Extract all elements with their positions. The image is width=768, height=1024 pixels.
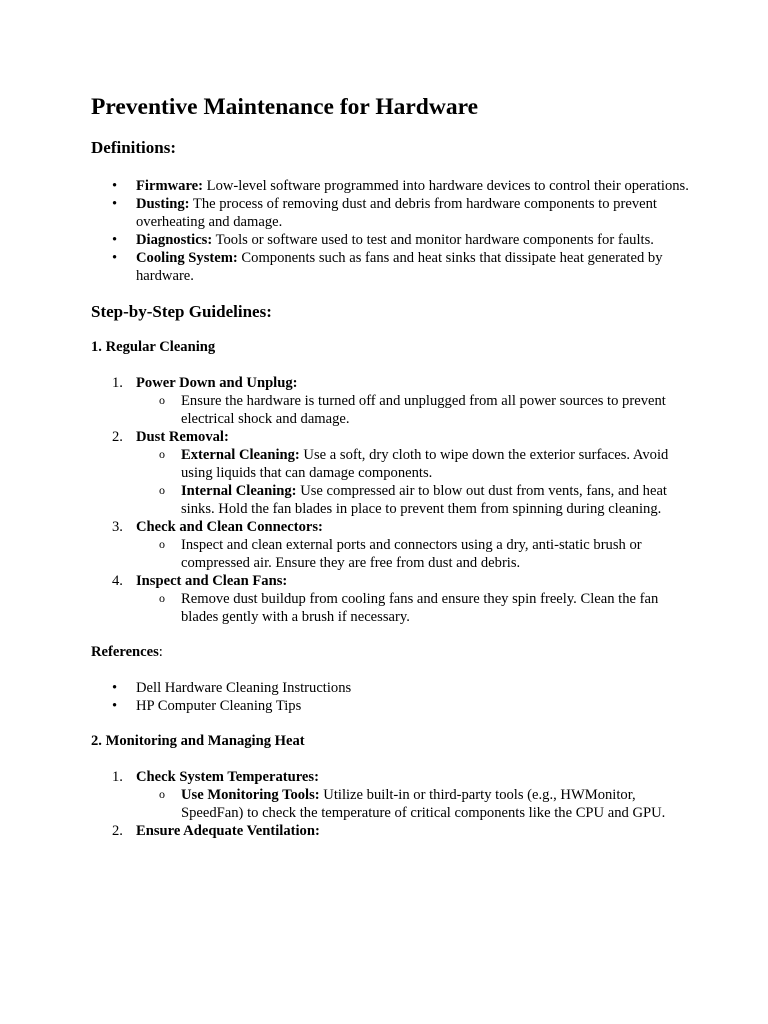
- references-label: References: [91, 644, 159, 660]
- sub-item: [136, 482, 691, 518]
- step-number: 4.: [112, 573, 123, 589]
- circle-bullet-icon: o: [159, 483, 165, 497]
- step-item: [91, 768, 691, 822]
- step-title: Check System Temperatures:: [136, 769, 319, 785]
- step-number: 2.: [112, 823, 123, 839]
- bullet-icon: •: [112, 196, 118, 212]
- bullet-icon: •: [112, 250, 118, 266]
- definition-text: Components such as fans and heat sinks that dissipate heat generated by hardware.: [136, 250, 663, 284]
- step-number: 2.: [112, 429, 123, 445]
- bullet-icon: •: [112, 680, 118, 696]
- sub-text: Inspect and clean external ports and connectors using a dry, anti-static brush or compressed air. Ensure they are free from dust and debris.: [181, 537, 642, 571]
- sub-item: [136, 446, 691, 482]
- monitoring-heat-steps: [91, 768, 691, 840]
- reference-item: [91, 679, 691, 697]
- step-number: 3.: [112, 519, 123, 535]
- step-item: [91, 822, 691, 840]
- circle-bullet-icon: o: [159, 447, 165, 461]
- references-heading: [91, 643, 691, 661]
- definition-item: [91, 231, 691, 249]
- sub-text: Use a soft, dry cloth to wipe down the exterior surfaces. Avoid using liquids that can damage components.: [181, 447, 669, 481]
- sub-list: [136, 590, 691, 626]
- circle-bullet-icon: o: [159, 393, 165, 407]
- definitions-list: [91, 177, 691, 285]
- step-item: [91, 572, 691, 626]
- references-list: [91, 679, 691, 715]
- page-title: Preventive Maintenance for Hardware: [91, 94, 479, 120]
- sub-list: [136, 392, 691, 428]
- definitions-heading: Definitions:: [91, 138, 176, 157]
- circle-bullet-icon: o: [159, 537, 165, 551]
- sub-list: [136, 786, 691, 822]
- step-item: [91, 374, 691, 428]
- definition-text: Tools or software used to test and monitor hardware components for faults.: [212, 232, 654, 248]
- definition-term: Diagnostics:: [136, 232, 213, 248]
- circle-bullet-icon: o: [159, 787, 165, 801]
- step-title: Inspect and Clean Fans:: [136, 573, 288, 589]
- bullet-icon: •: [112, 698, 118, 714]
- reference-text: Dell Hardware Cleaning Instructions: [136, 680, 352, 696]
- sub-item: [136, 536, 691, 572]
- sub-text: Use compressed air to blow out dust from vents, fans, and heat sinks. Hold the fan blades in place to prevent them from spinning during cleaning.: [181, 483, 667, 517]
- references-colon: :: [158, 644, 163, 660]
- sub-text: Ensure the hardware is turned off and unplugged from all power sources to prevent electrical shock and damage.: [181, 393, 666, 427]
- step-item: [91, 518, 691, 572]
- step-number: 1.: [112, 769, 123, 785]
- bullet-icon: •: [112, 178, 118, 194]
- definition-text: The process of removing dust and debris from hardware components to prevent overheating and damage.: [136, 196, 657, 230]
- definition-text: Low-level software programmed into hardware devices to control their operations.: [203, 178, 689, 194]
- sub-item: [136, 392, 691, 428]
- step-title: Check and Clean Connectors:: [136, 519, 323, 535]
- definition-term: Cooling System:: [136, 250, 238, 266]
- document-page: [91, 93, 691, 840]
- bullet-icon: •: [112, 232, 118, 248]
- regular-cleaning-steps: [91, 374, 691, 626]
- definition-item: [91, 177, 691, 195]
- section-heading-monitoring-heat: 2. Monitoring and Managing Heat: [91, 733, 305, 749]
- reference-text: HP Computer Cleaning Tips: [136, 698, 302, 714]
- section-heading-regular-cleaning: 1. Regular Cleaning: [91, 339, 216, 355]
- sub-list: [136, 446, 691, 518]
- definition-item: [91, 195, 691, 231]
- step-item: [91, 428, 691, 518]
- step-title: Power Down and Unplug:: [136, 375, 298, 391]
- sub-text: Remove dust buildup from cooling fans and ensure they spin freely. Clean the fan blades gently with a brush if necessary.: [181, 591, 659, 625]
- circle-bullet-icon: o: [159, 591, 165, 605]
- step-title: Dust Removal:: [136, 429, 229, 445]
- reference-item: [91, 697, 691, 715]
- definition-item: [91, 249, 691, 285]
- sub-term: Use Monitoring Tools:: [181, 787, 320, 803]
- step-number: 1.: [112, 375, 123, 391]
- sub-term: External Cleaning:: [181, 447, 300, 463]
- sub-item: [136, 590, 691, 626]
- definition-term: Firmware:: [136, 178, 203, 194]
- step-title: Ensure Adequate Ventilation:: [136, 823, 320, 839]
- sub-text: Utilize built-in or third-party tools (e.g., HWMonitor, SpeedFan) to check the temperature of critical components like the CPU and GPU.: [181, 787, 666, 821]
- sub-list: [136, 536, 691, 572]
- sub-item: [136, 786, 691, 822]
- sub-term: Internal Cleaning:: [181, 483, 297, 499]
- steps-heading: Step-by-Step Guidelines:: [91, 302, 272, 321]
- definition-term: Dusting:: [136, 196, 190, 212]
